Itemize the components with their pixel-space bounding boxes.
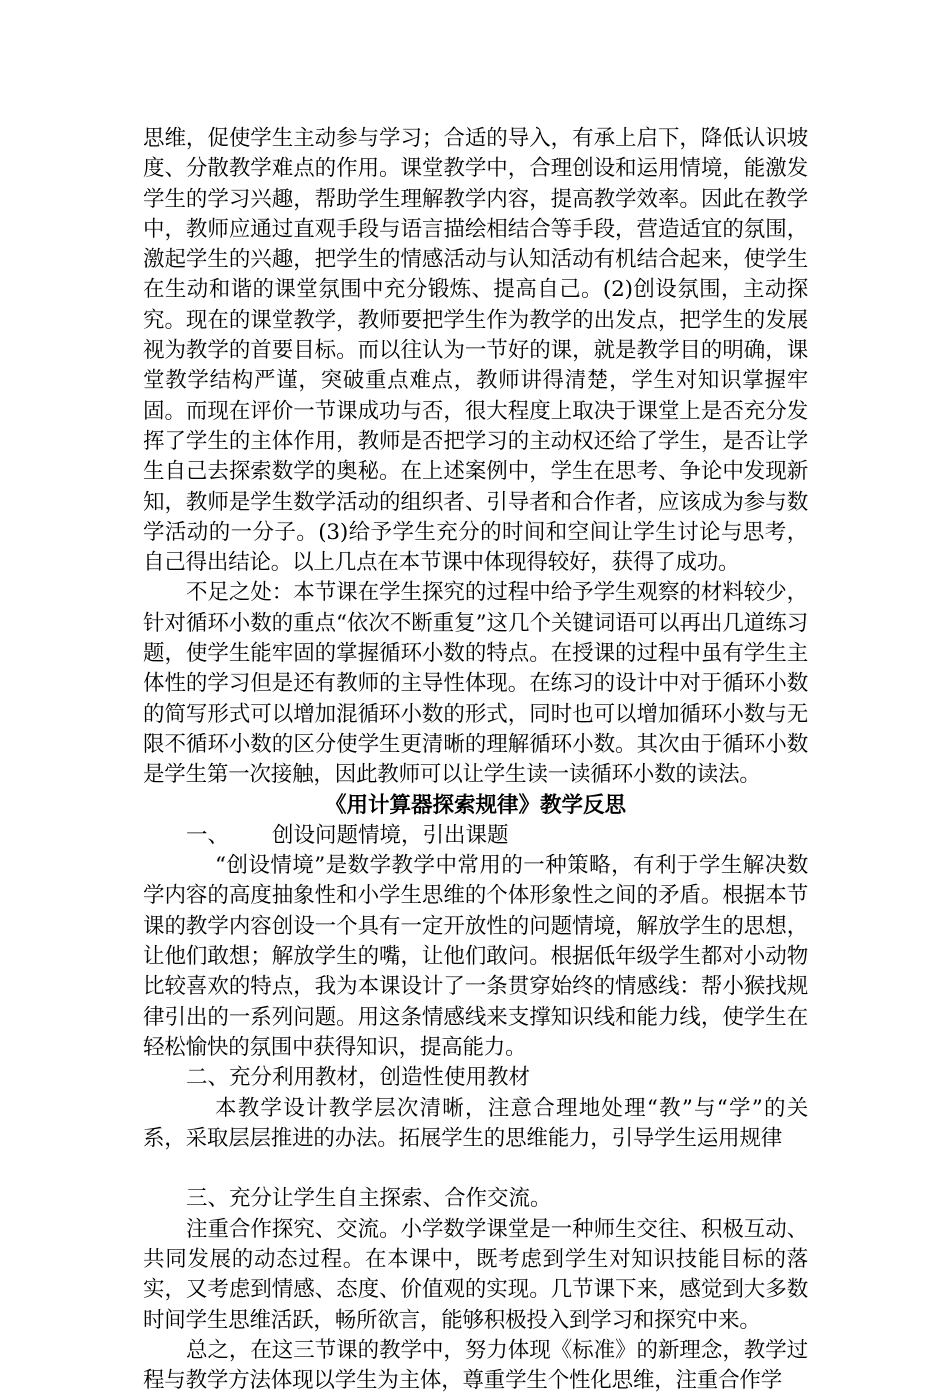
section-heading-text: 创设问题情境，引出课题 [272, 822, 509, 848]
body-paragraph: 思维，促使学生主动参与学习；合适的导入，有承上启下，降低认识坡度、分散教学难点的作用。课堂教学中，合理创设和运用情境，能激发学生的学习兴趣，帮助学生理解教学内容，提高教学效率。因此在教学中，教师应通过直观手段与语言描绘相结合等手段，营造适宜的氛围，激起学生的兴趣，把学生的情感活动与认知活动有机结合起来，使学生在生动和谐的课堂氛围中充分锻炼、提高自己。(2)创设氛围，主动探究。现在的课堂教学，教师要把学生作为教学的出发点，把学生的发展视为教学的首要目标。而以往认为一节好的课，就是教学目的明确，课堂教学结构严谨，突破重点难点，教师讲得清楚，学生对知识掌握牢固。而现在评价一节课成功与否，很大程度上取决于课堂上是否充分发挥了学生的主体作用，教师是否把学习的主动权还给了学生，是否让学生自己去探索数学的奥秘。在上述案例中，学生在思考、争论中发现新知，教师是学生数学活动的组织者、引导者和合作者，应该成为参与数学活动的一分子。(3)给予学生充分的时间和空间让学生讨论与思考，自己得出结论。以上几点在本节课中体现得较好，获得了成功。 [143, 126, 808, 576]
body-paragraph: 注重合作探究、交流。小学数学课堂是一种师生交往、积极互动、共同发展的动态过程。在本课中，既考虑到学生对知识技能目标的落实，又考虑到情感、态度、价值观的实现。几节课下来，感觉到大多数时间学生思维活跃，畅所欲言，能够积极投入到学习和探究中来。 [143, 1216, 808, 1333]
document-page [143, 124, 808, 1396]
document-title: 《用计算器探索规律》教学反思 [324, 792, 626, 818]
section-heading [143, 821, 808, 851]
blank-line [143, 1154, 808, 1184]
section-number: 一、 [186, 822, 230, 848]
body-paragraph: “创设情境”是数学教学中常用的一种策略，有利于学生解决数学内容的高度抽象性和小学生思维的个体形象性之间的矛盾。根据本节课的教学内容创设一个具有一定开放性的问题情境，解放学生的思想，让他们敢想；解放学生的嘴，让他们敢问。根据低年级学生都对小动物比较喜欢的特点，我为本课设计了一条贯穿始终的情感线：帮小猴找规律引出的一系列问题。用这条情感线来支撑知识线和能力线，使学生在轻松愉快的氛围中获得知识，提高能力。 [143, 853, 808, 1060]
section-heading: 三、充分让学生自主探索、合作交流。 [186, 1186, 552, 1212]
section-heading: 二、充分利用教材，创造性使用教材 [186, 1065, 531, 1091]
body-paragraph: 不足之处：本节课在学生探究的过程中给予学生观察的材料较少，针对循环小数的重点“依次不断重复”这几个关键词语可以再出几道练习题，使学生能牢固的掌握循环小数的特点。在授课的过程中虽有学生主体性的学习但是还有教师的主导性体现。在练习的设计中对于循环小数的简写形式可以增加混循环小数的形式，同时也可以增加循环小数与无限不循环小数的区分使学生更清晰的理解循环小数。其次由于循环小数是学生第一次接触，因此教师可以让学生读一读循环小数的读法。 [143, 580, 808, 788]
body-paragraph: 总之，在这三节课的教学中，努力体现《标准》的新理念，教学过程与教学方法体现以学生为主体，尊重学生个性化思维，注重合作学 [143, 1337, 808, 1394]
body-paragraph: 本教学设计教学层次清晰，注意合理地处理“教”与“学”的关系，采取层层推进的办法。拓展学生的思维能力，引导学生运用规律 [143, 1095, 808, 1151]
